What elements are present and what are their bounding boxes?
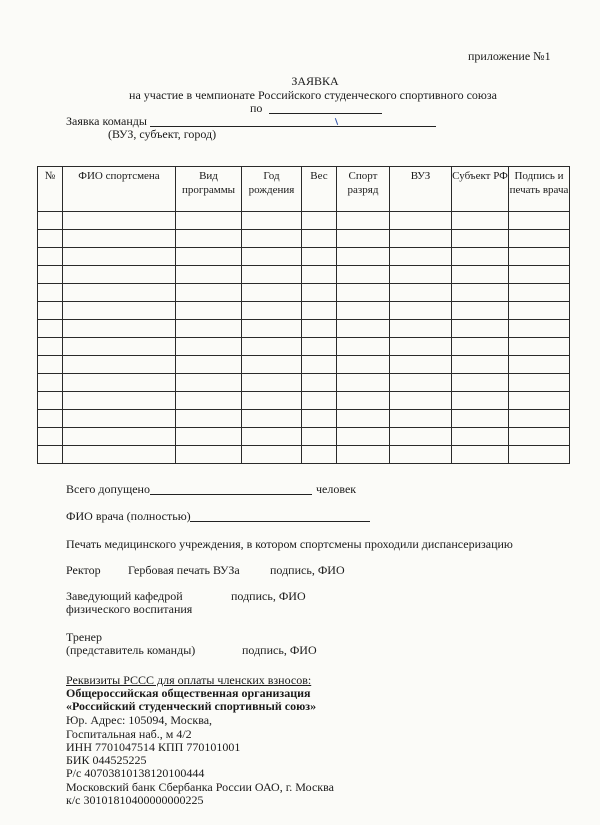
col-rank: Спорт разряд	[337, 167, 390, 212]
table-cell	[302, 446, 337, 464]
table-row	[38, 284, 570, 302]
po-label: по	[250, 101, 263, 115]
table-cell	[337, 230, 390, 248]
table-header-row	[38, 167, 570, 212]
table-cell	[63, 356, 176, 374]
col-doctor-signature: Подпись и печать врача	[509, 167, 570, 212]
table-cell	[302, 266, 337, 284]
table-cell	[63, 230, 176, 248]
table-cell	[337, 212, 390, 230]
table-cell	[242, 338, 302, 356]
table-cell	[242, 212, 302, 230]
table-row	[38, 320, 570, 338]
table-cell	[452, 266, 509, 284]
table-cell	[509, 356, 570, 374]
table-cell	[176, 356, 242, 374]
table-cell	[38, 230, 63, 248]
table-cell	[509, 338, 570, 356]
table-cell	[509, 320, 570, 338]
table-cell	[390, 230, 452, 248]
table-cell	[509, 230, 570, 248]
table-cell	[390, 392, 452, 410]
table-cell	[176, 248, 242, 266]
table-cell	[176, 374, 242, 392]
med-stamp-label: Печать медицинского учреждения, в котором спортсмены проходили диспансеризацию	[66, 537, 513, 551]
table-row	[38, 374, 570, 392]
table-cell	[176, 320, 242, 338]
col-athlete-name: ФИО спортсмена	[63, 167, 176, 212]
table-cell	[242, 446, 302, 464]
table-cell	[390, 338, 452, 356]
table-row	[38, 392, 570, 410]
table-cell	[63, 302, 176, 320]
table-cell	[176, 410, 242, 428]
table-cell	[63, 338, 176, 356]
table-cell	[390, 320, 452, 338]
team-label: Заявка команды	[66, 114, 147, 128]
table-row	[38, 356, 570, 374]
table-cell	[452, 356, 509, 374]
table-cell	[452, 374, 509, 392]
table-cell	[242, 428, 302, 446]
table-cell	[509, 212, 570, 230]
table-cell	[176, 338, 242, 356]
table-cell	[452, 302, 509, 320]
table-cell	[509, 266, 570, 284]
table-cell	[242, 320, 302, 338]
head-label-2: физического воспитания	[66, 602, 193, 616]
table-cell	[302, 356, 337, 374]
table-cell	[390, 446, 452, 464]
table-cell	[302, 230, 337, 248]
team-hint: (ВУЗ, субъект, город)	[108, 127, 217, 141]
table-cell	[38, 446, 63, 464]
table-cell	[38, 302, 63, 320]
table-cell	[337, 428, 390, 446]
table-cell	[337, 320, 390, 338]
table-cell	[176, 302, 242, 320]
head-label-1: Заведующий кафедрой	[66, 589, 183, 603]
requisite-account: Р/с 40703810138120100444	[66, 766, 205, 780]
table-row	[38, 248, 570, 266]
table-cell	[509, 446, 570, 464]
table-cell	[302, 212, 337, 230]
admitted-label: Всего допущено	[66, 482, 150, 496]
head-sign-label: подпись, ФИО	[231, 589, 306, 603]
table-cell	[302, 302, 337, 320]
table-cell	[302, 320, 337, 338]
table-cell	[63, 428, 176, 446]
table-cell	[509, 428, 570, 446]
table-cell	[38, 410, 63, 428]
table-cell	[302, 428, 337, 446]
requisites-heading: Реквизиты РССС для оплаты членских взносов:	[66, 673, 312, 687]
table-cell	[38, 212, 63, 230]
requisite-bik: БИК 044525225	[66, 753, 147, 767]
table-cell	[452, 284, 509, 302]
table-cell	[452, 248, 509, 266]
table-cell	[452, 212, 509, 230]
org-name-line1: Общероссийская общественная организация	[66, 686, 311, 700]
table-cell	[176, 446, 242, 464]
table-cell	[242, 248, 302, 266]
table-row	[38, 212, 570, 230]
table-cell	[509, 374, 570, 392]
table-row	[38, 302, 570, 320]
table-cell	[242, 302, 302, 320]
table-cell	[509, 248, 570, 266]
table-cell	[509, 302, 570, 320]
table-cell	[390, 302, 452, 320]
participants-table	[37, 166, 570, 464]
admitted-field	[150, 494, 312, 495]
table-cell	[38, 320, 63, 338]
requisite-corr-account: к/с 30101810400000000225	[66, 793, 204, 807]
table-cell	[63, 320, 176, 338]
table-cell	[509, 392, 570, 410]
rector-stamp-label: Гербовая печать ВУЗа	[128, 563, 240, 577]
col-university: ВУЗ	[390, 167, 452, 212]
col-number: №	[38, 167, 63, 212]
table-cell	[337, 446, 390, 464]
pen-mark	[335, 118, 338, 125]
table-cell	[38, 428, 63, 446]
table-row	[38, 230, 570, 248]
org-name-line2: «Российский студенческий спортивный союз»	[66, 699, 317, 713]
admitted-unit: человек	[316, 482, 357, 496]
table-cell	[38, 248, 63, 266]
requisite-inn: ИНН 7701047514 КПП 770101001	[66, 740, 241, 754]
sport-type-field	[269, 113, 382, 114]
table-cell	[390, 212, 452, 230]
table-cell	[452, 446, 509, 464]
appendix-label: приложение №1	[468, 49, 551, 63]
table-cell	[302, 374, 337, 392]
col-program: Вид программы	[176, 167, 242, 212]
coach-sign-label: подпись, ФИО	[242, 643, 317, 657]
table-cell	[38, 374, 63, 392]
table-cell	[509, 410, 570, 428]
table-cell	[176, 266, 242, 284]
coach-label-2: (представитель команды)	[66, 643, 196, 657]
table-cell	[390, 266, 452, 284]
coach-label-1: Тренер	[66, 630, 102, 644]
table-cell	[302, 248, 337, 266]
table-cell	[390, 410, 452, 428]
table-cell	[337, 266, 390, 284]
table-cell	[38, 284, 63, 302]
doctor-field	[190, 521, 370, 522]
table-cell	[337, 374, 390, 392]
table-cell	[452, 320, 509, 338]
table-cell	[242, 230, 302, 248]
table-cell	[242, 356, 302, 374]
rector-sign-label: подпись, ФИО	[270, 563, 345, 577]
col-birth-year: Год рождения	[242, 167, 302, 212]
table-cell	[38, 356, 63, 374]
table-cell	[63, 248, 176, 266]
table-cell	[337, 338, 390, 356]
col-weight: Вес	[302, 167, 337, 212]
table-row	[38, 428, 570, 446]
table-cell	[176, 284, 242, 302]
table-cell	[242, 374, 302, 392]
table-cell	[242, 410, 302, 428]
table-cell	[452, 428, 509, 446]
table-cell	[176, 392, 242, 410]
table-body	[38, 212, 570, 464]
table-row	[38, 410, 570, 428]
table-cell	[390, 248, 452, 266]
table-cell	[63, 446, 176, 464]
table-cell	[38, 338, 63, 356]
rector-label: Ректор	[66, 563, 101, 577]
table-cell	[38, 266, 63, 284]
page-title: ЗАЯВКА	[291, 74, 339, 88]
table-cell	[176, 428, 242, 446]
table-cell	[63, 374, 176, 392]
requisite-address: Юр. Адрес: 105094, Москва,	[66, 713, 213, 727]
table-row	[38, 446, 570, 464]
table-cell	[337, 284, 390, 302]
table-cell	[302, 392, 337, 410]
table-cell	[452, 338, 509, 356]
table-cell	[63, 284, 176, 302]
table-cell	[176, 230, 242, 248]
table-cell	[63, 212, 176, 230]
table-cell	[242, 284, 302, 302]
table-row	[38, 266, 570, 284]
table-cell	[390, 428, 452, 446]
table-cell	[337, 248, 390, 266]
table-cell	[63, 266, 176, 284]
table-cell	[390, 356, 452, 374]
table-cell	[390, 284, 452, 302]
table-cell	[337, 302, 390, 320]
table-cell	[302, 410, 337, 428]
table-cell	[63, 410, 176, 428]
doctor-label: ФИО врача (полностью)	[66, 509, 191, 523]
table-cell	[452, 392, 509, 410]
table-cell	[337, 410, 390, 428]
table-cell	[337, 392, 390, 410]
table-cell	[390, 374, 452, 392]
requisite-street: Госпитальная наб., м 4/2	[66, 727, 192, 741]
table-cell	[176, 212, 242, 230]
table-cell	[452, 410, 509, 428]
table-cell	[242, 392, 302, 410]
table-cell	[302, 284, 337, 302]
table-cell	[38, 392, 63, 410]
table-cell	[337, 356, 390, 374]
col-region: Субъект РФ	[452, 167, 509, 212]
page-subtitle: на участие в чемпионате Российского студенческого спортивного союза	[129, 88, 497, 102]
table-cell	[302, 338, 337, 356]
table-cell	[63, 392, 176, 410]
table-cell	[242, 266, 302, 284]
requisite-bank: Московский банк Сбербанка России ОАО, г. Москва	[66, 780, 334, 794]
table-cell	[452, 230, 509, 248]
table-cell	[509, 284, 570, 302]
table-row	[38, 338, 570, 356]
